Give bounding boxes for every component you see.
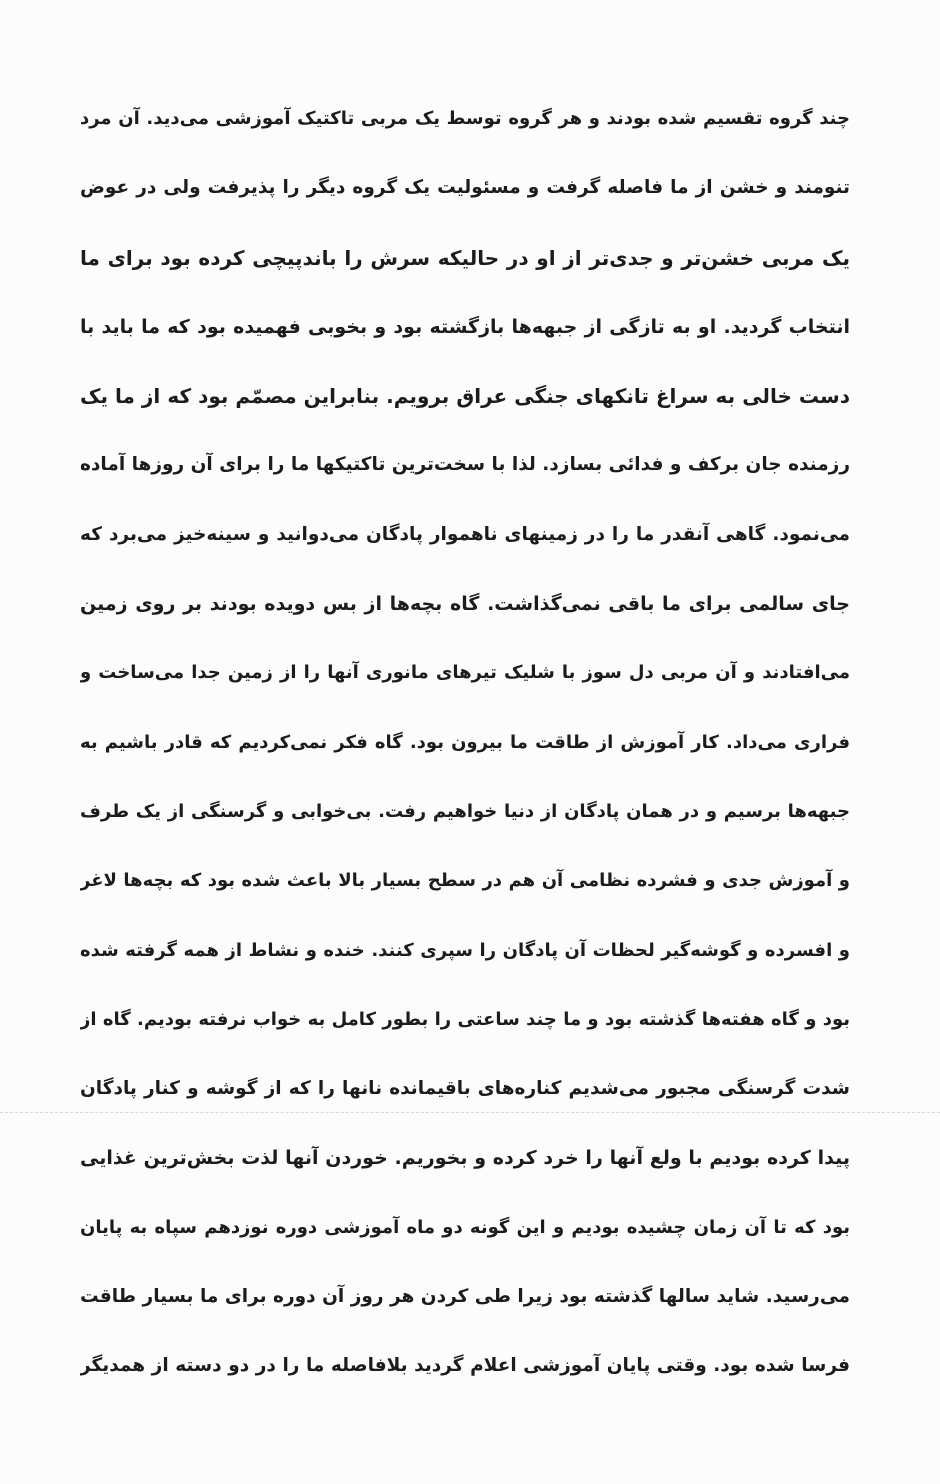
text-line: دست خالی به سراغ تانکهای جنگی عراق برویم. بنابراین مصمّم بود که از ما یک	[80, 384, 850, 409]
text-line: می‌نمود. گاهی آنقدر ما را در زمینهای ناهموار پادگان می‌دوانید و سینه‌خیز می‌برد که	[80, 523, 850, 545]
text-line: فراری می‌داد. کار آموزش از طاقت ما بیرون بود. گاه فکر نمی‌کردیم که قادر باشیم به	[80, 731, 850, 753]
body-text	[80, 95, 850, 1412]
text-line: فرسا شده بود. وقتی پایان آموزشی اعلام گردید بلافاصله ما را در دو دسته از همدیگر	[80, 1355, 850, 1377]
text-line: و آموزش جدی و فشرده نظامی آن هم در سطح بسیار بالا باعث شده بود که بچه‌ها لاغر	[80, 870, 850, 892]
text-line: و افسرده و گوشه‌گیر لحظات آن پادگان را سپری کنند. خنده و نشاط از همه گرفته شده	[80, 939, 850, 961]
text-line: چند گروه تقسیم شده بودند و هر گروه توسط یک مربی تاکتیک آموزشی می‌دید. آن مرد	[80, 108, 850, 129]
text-line: انتخاب گردید. او به تازگی از جبهه‌ها بازگشته بود و بخوبی فهمیده بود که ما باید با	[80, 315, 850, 338]
text-line: شدت گرسنگی مجبور می‌شدیم کناره‌های باقیمانده نانها را که از گوشه و کنار پادگان	[80, 1078, 850, 1100]
text-line: می‌افتادند و آن مربی دل سوز با شلیک تیرهای مانوری آنها را از زمین جدا می‌ساخت و	[80, 662, 850, 684]
text-line: تنومند و خشن از ما فاصله گرفت و مسئولیت یک گروه دیگر را پذیرفت ولی در عوض	[80, 177, 850, 199]
text-line: یک مربی خشن‌تر و جدی‌تر از او در حالیکه سرش را باندپیچی کرده بود برای ما	[80, 245, 850, 270]
text-line: جبهه‌ها برسیم و در همان پادگان از دنیا خواهیم رفت. بی‌خوابی و گرسنگی از یک طرف	[80, 800, 850, 822]
text-line: جای سالمی برای ما باقی نمی‌گذاشت. گاه بچه‌ها از بس دویده بودند بر روی زمین	[80, 593, 850, 616]
text-line: می‌رسید. شاید سالها گذشته بود زیرا طی کردن هر روز آن دوره برای ما بسیار طاقت	[80, 1286, 850, 1308]
text-line: پیدا کرده بودیم با ولع آنها را خرد کرده و بخوریم. خوردن آنها لذت بخش‌ترین غذایی	[80, 1147, 850, 1170]
text-line: رزمنده جان برکف و فدائی بسازد. لذا با سخت‌ترین تاکتیکها ما را برای آن روزها آماده	[80, 454, 850, 476]
text-line: بود که تا آن زمان چشیده بودیم و این گونه دو ماه آموزشی دوره نوزدهم سپاه به پایان	[80, 1216, 850, 1238]
text-line: بود و گاه هفته‌ها گذشته بود و ما چند ساعتی را بطور کامل به خواب نرفته بودیم. گاه از	[80, 1008, 850, 1030]
